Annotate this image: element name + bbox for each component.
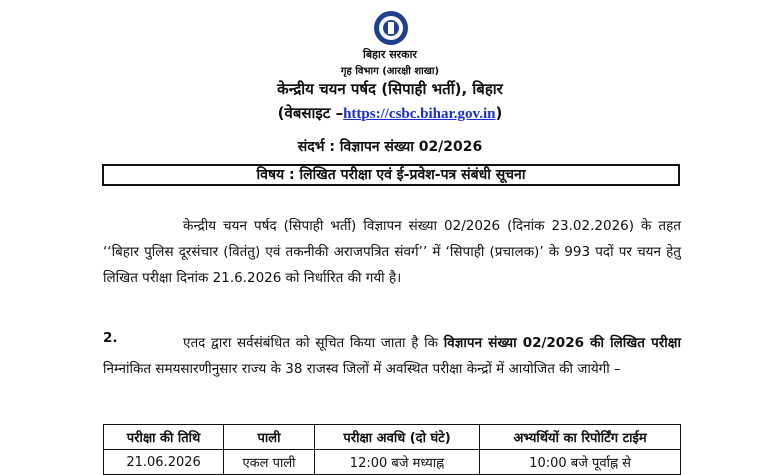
- table-row: [104, 450, 681, 475]
- paragraph-2-rest: निम्नांकित समयसारणीनुसार राज्य के 38 राजस्व जिलों में अवस्थित परीक्षा केन्द्रों में आयोजित की जायेगी –: [103, 361, 621, 377]
- government-name: बिहार सरकार: [363, 48, 417, 61]
- website-line: [0, 103, 780, 123]
- paragraph-2: [103, 330, 681, 382]
- department-name: गृह विभाग (आरक्षी शाखा): [340, 66, 440, 77]
- website-suffix: ): [495, 104, 503, 122]
- exam-schedule-table: [103, 424, 681, 475]
- header-exam-date: परीक्षा की तिथि: [104, 425, 224, 450]
- cell-reporting-time: 10:00 बजे पूर्वाह्न से: [480, 450, 681, 475]
- paragraph-1: केन्द्रीय चयन पर्षद (सिपाही भर्ती) विज्ञापन संख्या 02/2026 (दिनांक 23.02.2026) के तहत ‘‘बिहार पुलिस दूरसंचार (वितंतु) एवं तकनीकी अराजपत्रित संवर्ग’’ में ‘सिपाही (प्रचालक)’ के 993 पदों पर चयन हेतु लिखित परीक्षा दिनांक 21.6.2026 को निर्धारित की गयी है।: [103, 218, 681, 286]
- board-name: केन्द्रीय चयन पर्षद (सिपाही भर्ती), बिहार: [277, 80, 503, 98]
- website-prefix: (वेबसाइट –: [277, 104, 344, 122]
- reference-line: संदर्भ : विज्ञापन संख्या 02/2026: [297, 139, 483, 155]
- paragraph-2-number: 2.: [103, 330, 118, 346]
- bihar-emblem-icon: [373, 10, 409, 46]
- header-shift: पाली: [224, 425, 315, 450]
- cell-duration: 12:00 बजे मध्याह्न: [314, 450, 479, 475]
- table-header-row: [104, 425, 681, 450]
- subject-heading: विषय : लिखित परीक्षा एवं ई-प्रवेश-पत्र संबंधी सूचना: [102, 164, 680, 186]
- website-link[interactable]: https://csbc.bihar.gov.in: [343, 106, 496, 122]
- paragraph-2-intro: एतद द्वारा सर्वसंबंधित को सूचित किया जाता है कि: [183, 335, 439, 351]
- cell-exam-date: 21.06.2026: [104, 450, 224, 475]
- cell-shift: एकल पाली: [224, 450, 315, 475]
- header-reporting-time: अभ्यर्थियों का रिपोर्टिंग टाईम: [480, 425, 681, 450]
- paragraph-2-bold: विज्ञापन संख्या 02/2026 की लिखित परीक्षा: [443, 335, 681, 351]
- header-duration: परीक्षा अवधि (दो घंटे): [314, 425, 479, 450]
